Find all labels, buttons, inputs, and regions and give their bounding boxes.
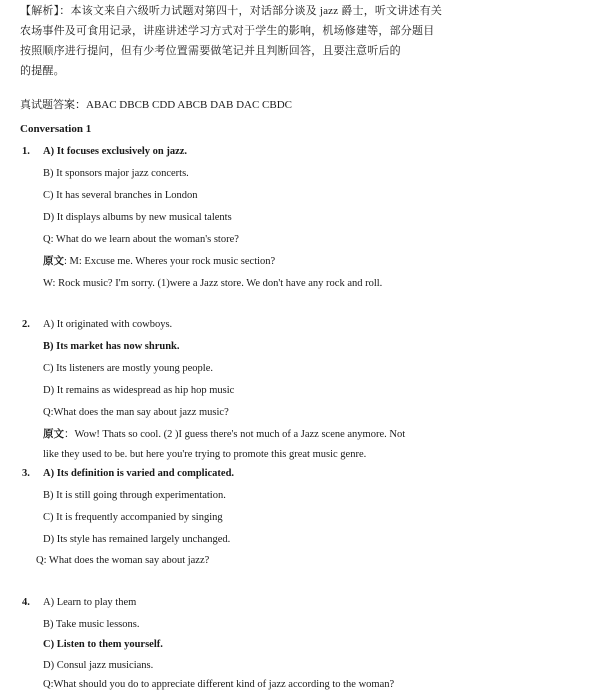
original-text: : M: Excuse me. Wheres your rock music section? (64, 256, 276, 267)
intro-line-1: 【解析】：本该文来自六级听力试题对第四十，对话部分谈及 jazz 爵士，听文讲述有关 (20, 5, 443, 17)
option-d: D) Its style has remained largely unchanged. (43, 534, 231, 545)
option-c: C) Listen to them yourself. (43, 639, 163, 650)
option-c: C) Its listeners are mostly young people. (43, 363, 214, 374)
option-d: D) It displays albums by new musical talents (43, 212, 232, 223)
question-text: Q:What does the man say about jazz music? (43, 407, 229, 418)
option-a: A) It originated with cowboys. (43, 319, 173, 330)
intro-line-3: 按照顺序进行提问，但有少考位置需要做笔记并且判断回答，且要注意听后的 (20, 45, 401, 57)
original-label: 原文 (43, 256, 64, 267)
option-a: A) Its definition is varied and complicated. (43, 468, 235, 479)
transcript-line: like they used to be. but here you're trying to promote this great music genre. (43, 449, 367, 460)
option-c: C) It is frequently accompanied by singing (43, 512, 223, 523)
question-number: 3. (22, 468, 30, 479)
question-text: Q: What do we learn about the woman's store? (43, 234, 239, 245)
option-a: A) It focuses exclusively on jazz. (43, 146, 188, 157)
question-text: Q:What should you do to appreciate different kind of jazz according to the woman? (43, 679, 395, 690)
intro-line-2: 农场事件及可食用记录，讲座讲述学习方式对于学生的影响，机场修建等，部分题目 (20, 25, 435, 37)
original-label: 原文 (43, 429, 64, 440)
transcript-line: W: Rock music? I'm sorry. (1)were a Jazz store. We don't have any rock and roll. (43, 278, 383, 289)
option-b: B) Take music lessons. (43, 619, 140, 630)
question-text: Q: What does the woman say about jazz? (36, 555, 210, 566)
option-d: D) It remains as widespread as hip hop music (43, 385, 235, 396)
option-b: B) It sponsors major jazz concerts. (43, 168, 189, 179)
answer-key: 真试题答案：ABAC DBCB CDD ABCB DAB DAC CBDC (20, 99, 292, 111)
option-b: B) It is still going through experimentation. (43, 490, 226, 501)
option-d: D) Consul jazz musicians. (43, 660, 154, 671)
option-b: B) Its market has now shrunk. (43, 341, 180, 352)
question-number: 4. (22, 597, 30, 608)
question-number: 2. (22, 319, 30, 330)
original-text-line (43, 428, 405, 442)
original-text-line (43, 255, 275, 269)
conversation-title: Conversation 1 (20, 123, 92, 135)
option-c: C) It has several branches in London (43, 190, 198, 201)
original-text: ：Wow! Thats so cool. (2 )I guess there's not much of a Jazz scene anymore. Not (64, 429, 406, 440)
option-a: A) Learn to play them (43, 597, 137, 608)
question-number: 1. (22, 146, 30, 157)
intro-line-4: 的提醒。 (20, 65, 65, 77)
